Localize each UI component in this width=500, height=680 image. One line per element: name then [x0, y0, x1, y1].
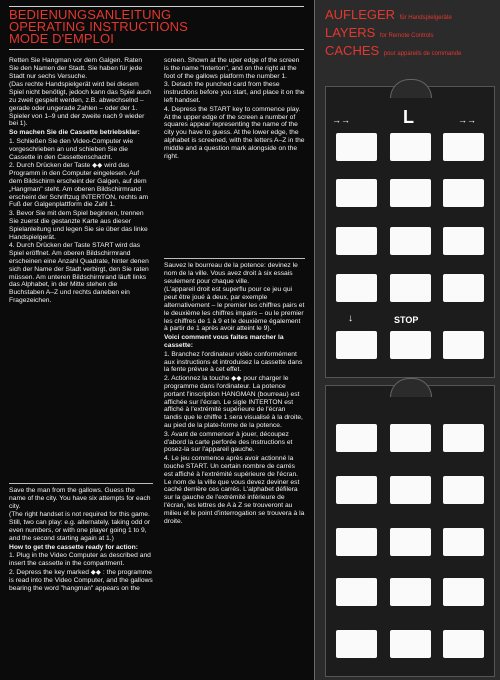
english-intro: Save the man from the gallows. Guess the name of the city. You have six attempts for each city.	[9, 487, 151, 510]
key-cutout[interactable]	[336, 476, 377, 504]
german-column	[9, 57, 153, 306]
key-cutout[interactable]	[390, 227, 431, 255]
layers-header	[325, 6, 490, 60]
english-step-2: 2. Depress the key marked ◆◆ : the programme is read into the Video Computer, and the gallows bearing the word "hangman" appears on the	[9, 568, 153, 592]
french-intro: Sauvez le bourreau de la potence: devinez le nom de la ville. Vous avez droit à six essais seulement pour chaque ville.	[164, 262, 298, 285]
english-step-2-cont: screen. Shown at the uper edge of the screen is the name "Interton", and on the right at the foot of the gallows platform the number 1.	[164, 57, 300, 80]
key-cutout[interactable]	[443, 331, 484, 359]
french-step-2: 2. Actionnez la touche ◆◆ pour charger le programme dans l'ordinateur. La potence portant l'inscription HANGMAN (bourreau) est affichée sur l'écran. Le sigle INTERTON est affiché à l'extrémité supérieure de l'écran tandis que le chiffre 1 sera visualisé à la droite, au pied de la plate-forme de la potence.	[164, 375, 303, 429]
layers-title-german: AUFLEGER für Handspielgeräte	[325, 7, 452, 22]
key-cutout[interactable]	[443, 476, 484, 504]
key-cutout[interactable]	[336, 630, 377, 658]
german-step-3: 3. Bevor Sie mit dem Spiel beginnen, trennen Sie zuerst die gestanzte Karte aus dieser Spielanleitung und legen Sie sie über das linke Handspielgerät.	[9, 210, 148, 241]
key-cutout[interactable]	[443, 227, 484, 255]
key-cutout[interactable]	[390, 424, 431, 452]
key-cutout[interactable]	[443, 179, 484, 207]
arrow-right-icon: →→	[332, 115, 350, 125]
key-cutout[interactable]	[390, 331, 431, 359]
instructions-header	[9, 6, 304, 50]
key-cutout[interactable]	[336, 331, 377, 359]
french-step-1: 1. Branchez l'ordinateur vidéo conformément aux instructions et introduisez la cassette dans la fente prévue à cet effet.	[164, 350, 303, 374]
key-cutout[interactable]	[443, 630, 484, 658]
title-german: BEDIENUNGSANLEITUNG	[9, 7, 172, 22]
key-cutout[interactable]	[443, 528, 484, 556]
key-row-1	[336, 424, 484, 452]
english-column-continued	[164, 57, 305, 161]
letter-l-label: L	[403, 107, 414, 127]
key-cutout[interactable]	[390, 578, 431, 606]
english-step-3: 3. Detach the punched card from these instructions before you start, and place it on the left handset.	[164, 81, 305, 104]
french-heading: Voici comment vous faites marcher la cassette:	[164, 334, 284, 349]
key-cutout[interactable]	[336, 424, 377, 452]
key-cutout[interactable]	[443, 578, 484, 606]
key-cutout[interactable]	[443, 274, 484, 302]
german-step-1: 1. Schließen Sie den Video-Computer wie vorgeschrieben an und schieben Sie die Cassette in den Cassettenschacht.	[9, 137, 134, 161]
card-notch	[390, 378, 432, 397]
german-intro: Retten Sie Hangman vor dem Galgen. Raten Sie den Namen der Stadt. Sie haben für jede Stadt nur sechs Versuche.	[9, 57, 143, 80]
card-notch	[390, 79, 432, 98]
german-heading: So machen Sie die Cassette betriebsklar:	[9, 129, 140, 137]
english-separator	[9, 483, 153, 484]
layers-title-french: CACHES pour appareils de commande	[325, 43, 462, 58]
french-step-4: 4. Le jeu commence après avoir actionné la touche START. Un certain nombre de carrés est affiché à l'extrémité supérieure de l'écran. Le nom de la ville que vous devez deviner est caché derrière ces carrés. L'alphabet défilera sur la gauche de l'extrémité inférieure de l'écran, les lettres de A à Z se trouveront au milieu et le point d'interrogation se trouvera à la droite.	[164, 455, 305, 525]
key-row-3	[336, 528, 484, 556]
key-row-4	[336, 578, 484, 606]
french-note: (L'appareil droit est superflu pour ce jeu qui peut être joué à deux, par exemple alternativement – le premier les chiffres pairs et le deuxième les chiffres impairs – ou le premier les chiffres de 1 à 9 et le deuxième également à partir de 1 après avoir atteint le 9).	[164, 286, 305, 333]
layers-title-english: LAYERS for Remote Controls	[325, 25, 434, 40]
key-cutout[interactable]	[390, 630, 431, 658]
key-cutout[interactable]	[336, 274, 377, 302]
german-step-2: 2. Durch Drücken der Taste ◆◆ wird das Programm in den Computer eingelesen. Auf dem Bildschirm erscheint der Galgen, auf dem „Hangman" steht. Am oberen Bildschirmrand erscheint der Schriftzug INTERTON, rechts am Fuß der Galgenplattform die Zahl 1.	[9, 162, 149, 209]
key-row-5	[336, 331, 484, 359]
key-cutout[interactable]	[336, 227, 377, 255]
key-row-5	[336, 630, 484, 658]
title-english: OPERATING INSTRUCTIONS	[9, 19, 188, 34]
key-cutout[interactable]	[443, 424, 484, 452]
punched-card-left[interactable]	[325, 86, 495, 378]
key-cutout[interactable]	[390, 476, 431, 504]
key-row-4	[336, 274, 484, 302]
key-cutout[interactable]	[390, 133, 431, 161]
french-step-3: 3. Avant de commencer à jouer, découpez d'abord la carte perforée des instructions et posez-la sur l'appareil gauche.	[164, 430, 293, 454]
title-french: MODE D'EMPLOI	[9, 31, 114, 46]
key-cutout[interactable]	[336, 179, 377, 207]
german-step-4: 4. Durch Drücken der Taste START wird das Spiel eröffnet. Am oberen Bildschirmrand erscheinen eine Anzahl Quadrate, hinter denen sich der Name der Stadt verbirgt, den Sie raten müssen. Am unteren Bildschirmrand läuft links das Alphabet, in der Mitte stehen die Buchstaben A–Z und rechts daneben ein Fragezeichen.	[9, 242, 149, 304]
key-cutout[interactable]	[336, 528, 377, 556]
english-heading: How to get the cassette ready for action:	[9, 543, 138, 551]
english-step-4: 4. Depress the START key to commence play. At the upper edge of the screen a number of squares appear representing the name of the city you have to guess. At the lower edge, the alphabet is screened, with the letters A–Z in the middle and a question mark alongside on the right.	[164, 105, 305, 160]
key-row-1	[336, 133, 484, 161]
key-cutout[interactable]	[336, 133, 377, 161]
english-note: (The right handset is not required for this game. Still, two can play: e.g. alternately, taking odd or even numbers, or with one player going 1 to 9, and the second starting again at 1.)	[9, 511, 151, 542]
stop-label: STOP	[394, 315, 419, 325]
key-row-2	[336, 179, 484, 207]
english-column	[9, 480, 153, 593]
layers-panel	[315, 0, 500, 680]
english-step-1: 1. Plug in the Video Computer as described and insert the cassette in the compartment.	[9, 552, 151, 568]
german-note: (Das rechte Handspielgerät wird bei diesem Spiel nicht benötigt, jedoch kann das Spiel auch zu zweit gespielt werden, z.B. abwechselnd – gerade oder ungerade Zahlen – oder der 1. Spieler von 1–9 und der zweite nach 9 wieder bei 1).	[9, 81, 152, 128]
arrow-down-icon: ↓	[348, 313, 353, 324]
punched-card-right[interactable]	[325, 385, 495, 677]
key-cutout[interactable]	[443, 133, 484, 161]
key-cutout[interactable]	[336, 578, 377, 606]
key-cutout[interactable]	[390, 528, 431, 556]
key-row-2	[336, 476, 484, 504]
key-cutout[interactable]	[390, 179, 431, 207]
french-column	[164, 255, 305, 526]
key-row-3	[336, 227, 484, 255]
french-separator	[164, 258, 305, 259]
key-cutout[interactable]	[390, 274, 431, 302]
arrow-right-icon: →→	[458, 115, 476, 125]
